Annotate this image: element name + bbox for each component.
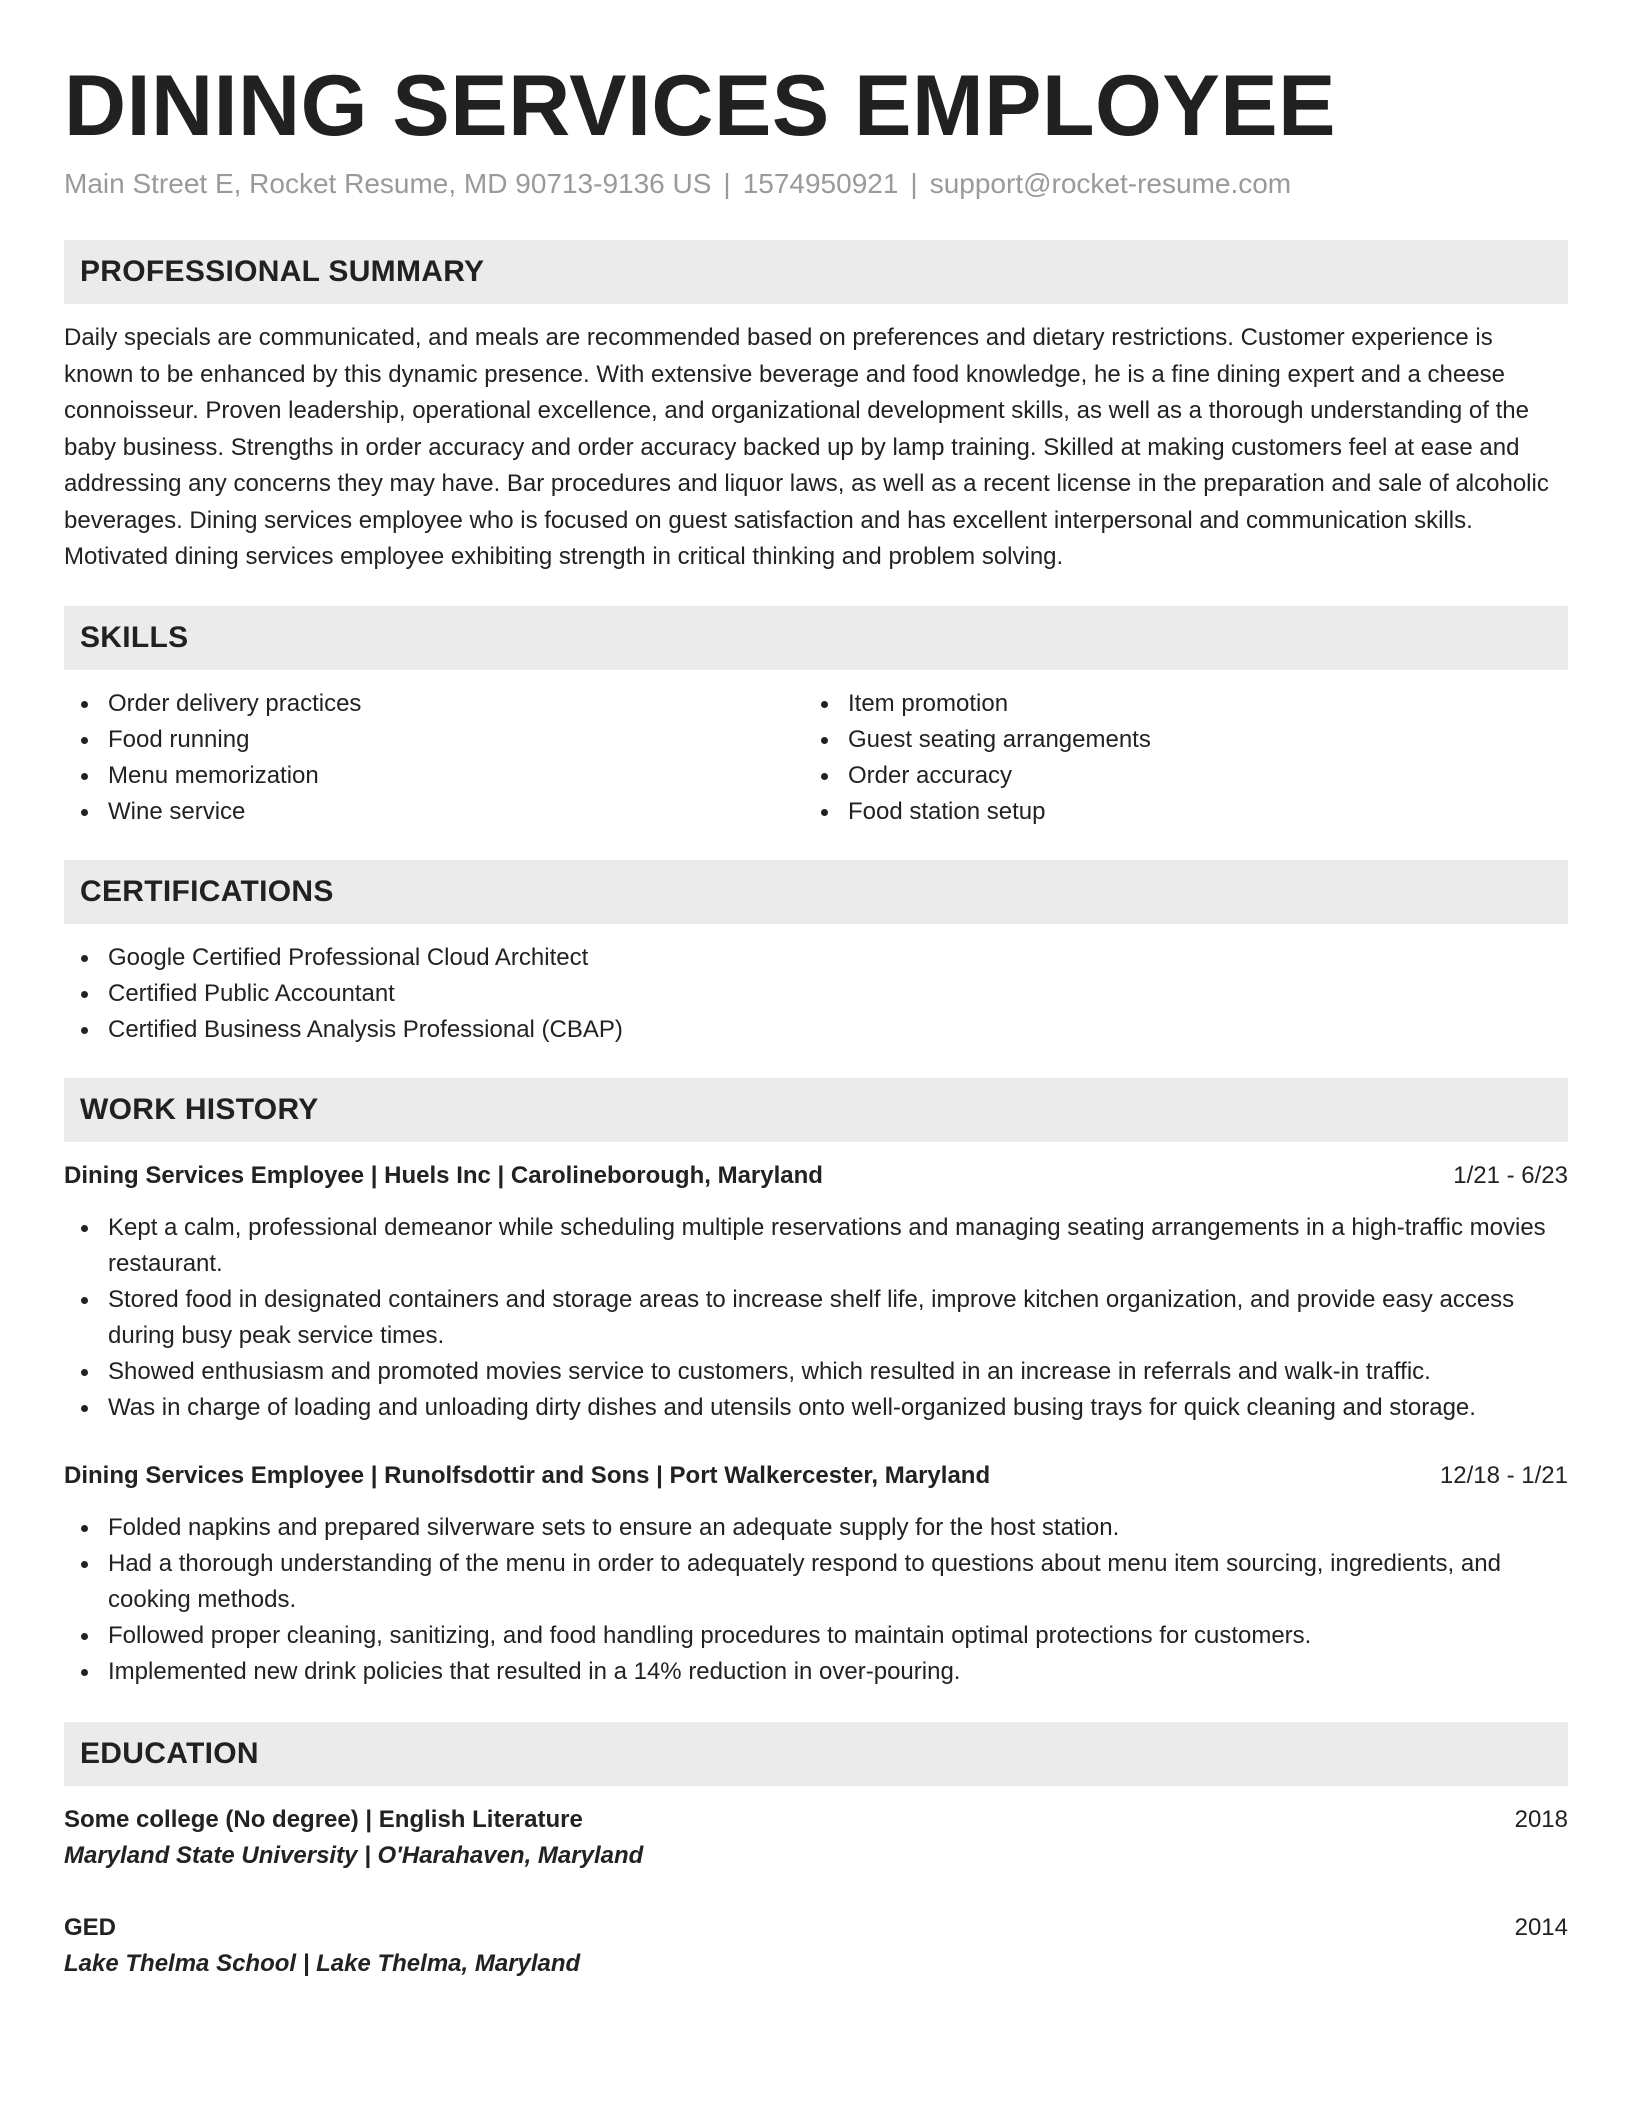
skill-item: Food station setup bbox=[804, 794, 1544, 830]
job-header bbox=[64, 1158, 1568, 1194]
job-bullet: Was in charge of loading and unloading dirty dishes and utensils onto well-organized busing trays for quick cleaning and storage. bbox=[64, 1390, 1568, 1426]
skills-column-left bbox=[64, 686, 804, 830]
certification-item: Certified Business Analysis Professional (CBAP) bbox=[64, 1012, 1568, 1048]
skill-item: Food running bbox=[64, 722, 804, 758]
skills-heading: SKILLS bbox=[64, 606, 1568, 670]
job-header bbox=[64, 1458, 1568, 1494]
job-bullet: Showed enthusiasm and promoted movies service to customers, which resulted in an increase in referrals and walk-in traffic. bbox=[64, 1354, 1568, 1390]
certifications-heading: CERTIFICATIONS bbox=[64, 860, 1568, 924]
job-title: Dining Services Employee | Huels Inc | Carolineborough, Maryland bbox=[64, 1161, 823, 1189]
skill-item: Order accuracy bbox=[804, 758, 1544, 794]
certification-item: Certified Public Accountant bbox=[64, 976, 1568, 1012]
education-heading: EDUCATION bbox=[64, 1722, 1568, 1786]
skill-item: Item promotion bbox=[804, 686, 1544, 722]
education-year: 2018 bbox=[1514, 1805, 1568, 1833]
skill-item: Guest seating arrangements bbox=[804, 722, 1544, 758]
job-entry bbox=[64, 1458, 1568, 1690]
education-school: Maryland State University | O'Harahaven, Maryland bbox=[64, 1841, 644, 1869]
education-degree: Some college (No degree) | English Literature bbox=[64, 1805, 583, 1833]
certification-item: Google Certified Professional Cloud Architect bbox=[64, 940, 1568, 976]
job-dates: 12/18 - 1/21 bbox=[1439, 1461, 1568, 1489]
job-bullet: Had a thorough understanding of the menu in order to adequately respond to questions about menu item sourcing, ingredients, and cooking methods. bbox=[64, 1546, 1568, 1618]
job-bullet: Stored food in designated containers and storage areas to increase shelf life, improve kitchen organization, and provide easy access during busy peak service times. bbox=[64, 1282, 1568, 1354]
contact-line bbox=[64, 166, 1568, 202]
job-bullet: Folded napkins and prepared silverware sets to ensure an adequate supply for the host station. bbox=[64, 1510, 1568, 1546]
contact-separator: | bbox=[910, 168, 918, 199]
education-year: 2014 bbox=[1514, 1913, 1568, 1941]
job-bullet: Implemented new drink policies that resulted in a 14% reduction in over-pouring. bbox=[64, 1654, 1568, 1690]
skill-item: Wine service bbox=[64, 794, 804, 830]
education-degree: GED bbox=[64, 1913, 117, 1941]
job-dates: 1/21 - 6/23 bbox=[1453, 1161, 1568, 1189]
certifications-list bbox=[64, 940, 1568, 1048]
contact-email: support@rocket-resume.com bbox=[929, 168, 1292, 199]
skills-column-right bbox=[804, 686, 1544, 830]
summary-heading: PROFESSIONAL SUMMARY bbox=[64, 240, 1568, 304]
job-bullet: Followed proper cleaning, sanitizing, and food handling procedures to maintain optimal protections for customers. bbox=[64, 1618, 1568, 1654]
skills-list bbox=[64, 686, 1568, 830]
work-history-heading: WORK HISTORY bbox=[64, 1078, 1568, 1142]
summary-text: Daily specials are communicated, and meals are recommended based on preferences and dietary restrictions. Customer experience is known to be enhanced by this dynamic presence. With extensive beverage and food knowledge, he is a fine dining expert and a cheese connoisseur. Proven leadership, operational excellence, and organizational development skills, as well as a thorough understanding of the baby business. Strengths in order accuracy and order accuracy backed up by lamp training. Skilled at making customers feel at ease and addressing any concerns they may have. Bar procedures and liquor laws, as well as a recent license in the preparation and sale of alcoholic beverages. Dining services employee who is focused on guest satisfaction and has excellent interpersonal and communication skills. Motivated dining services employee exhibiting strength in critical thinking and problem solving. bbox=[64, 324, 1549, 570]
education-header bbox=[64, 1910, 1568, 1946]
education-school: Lake Thelma School | Lake Thelma, Maryland bbox=[64, 1949, 581, 1977]
skill-item: Order delivery practices bbox=[64, 686, 804, 722]
job-bullet: Kept a calm, professional demeanor while scheduling multiple reservations and managing seating arrangements in a high-traffic movies restaurant. bbox=[64, 1210, 1568, 1282]
job-bullets bbox=[64, 1510, 1568, 1690]
contact-address: Main Street E, Rocket Resume, MD 90713-9136 US bbox=[64, 168, 712, 199]
education-entry bbox=[64, 1910, 1568, 1982]
education-header bbox=[64, 1802, 1568, 1838]
job-entry bbox=[64, 1158, 1568, 1426]
job-title: Dining Services Employee | Runolfsdottir and Sons | Port Walkercester, Maryland bbox=[64, 1461, 991, 1489]
job-bullets bbox=[64, 1210, 1568, 1426]
skill-item: Menu memorization bbox=[64, 758, 804, 794]
contact-phone: 1574950921 bbox=[742, 168, 899, 199]
contact-separator: | bbox=[723, 168, 731, 199]
education-entry bbox=[64, 1802, 1568, 1874]
candidate-name: DINING SERVICES EMPLOYEE bbox=[64, 58, 1337, 154]
